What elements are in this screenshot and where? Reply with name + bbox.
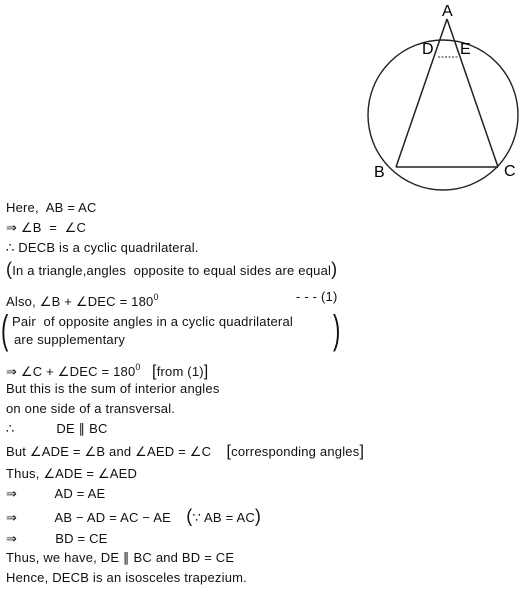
- proof-line-interior-2: on one side of a transversal.: [6, 401, 176, 416]
- proof-line-reason-2a: Pair of opposite angles in a cyclic quadrilateral: [12, 314, 293, 329]
- proof-line-conclusion: Hence, DECB is an isosceles trapezium.: [6, 570, 247, 585]
- label-a: A: [442, 3, 453, 20]
- label-b: B: [374, 164, 385, 181]
- proof-line-reason-1: (In a triangle,angles opposite to equal sides are equal): [6, 259, 338, 279]
- label-d: D: [422, 41, 434, 58]
- corresponding-ref: corresponding angles: [231, 444, 360, 459]
- supplementary-eq: Also, ∠B + ∠DEC = 180: [6, 294, 154, 309]
- proof-line-parallel: ∴ DE ∥ BC: [6, 421, 108, 436]
- degree-sup-1: 0: [153, 292, 159, 302]
- label-c: C: [504, 163, 516, 180]
- proof-line-interior-1: But this is the sum of interior angles: [6, 381, 220, 396]
- eq-reference-1: - - - (1): [296, 289, 338, 304]
- cyclic-quadrilateral-figure: [360, 0, 530, 205]
- proof-line-cyclic: ∴ DECB is a cyclic quadrilateral.: [6, 240, 199, 255]
- proof-line-reason-2b: are supplementary: [14, 332, 126, 347]
- side-ac: [447, 19, 498, 167]
- proof-line-ad-ae: ⇒ AD = AE: [6, 486, 106, 501]
- degree-sup-2: 0: [135, 362, 141, 372]
- proof-line-summary: Thus, we have, DE ∥ BC and BD = CE: [6, 550, 235, 565]
- from-ref: from (1): [156, 364, 204, 379]
- proof-line-subtract: ⇒ AB − AD = AC − AE (∵ AB = AC): [6, 506, 262, 526]
- right-paren-tall: ): [332, 308, 341, 352]
- reason-1-text: In a triangle,angles opposite to equal sides are equal: [12, 263, 332, 278]
- angle-c-eq: ⇒ ∠C + ∠DEC = 180: [6, 364, 136, 379]
- proof-line-given: Here, AB = AC: [6, 200, 97, 215]
- proof-line-supplementary: [6, 288, 526, 311]
- label-e: E: [460, 41, 471, 58]
- subtract-eq: ⇒ AB − AD = AC − AE: [6, 510, 171, 525]
- corresponding-eq: But ∠ADE = ∠B and ∠AED = ∠C: [6, 444, 212, 459]
- left-paren-tall: (: [0, 308, 9, 352]
- proof-line-angle-c: ⇒ ∠C + ∠DEC = $180^0$ [from (1)]: [6, 362, 209, 380]
- proof-line-corresponding: But ∠ADE = ∠B and ∠AED = ∠C [corresponding angles]: [6, 443, 365, 460]
- proof-line-ade-aed: Thus, ∠ADE = ∠AED: [6, 466, 138, 481]
- proof-line-bd-ce: ⇒ BD = CE: [6, 531, 108, 546]
- because-ref: ∵ AB = AC: [192, 510, 255, 525]
- proof-line-equal-angles: ⇒ ∠B = ∠C: [6, 220, 87, 235]
